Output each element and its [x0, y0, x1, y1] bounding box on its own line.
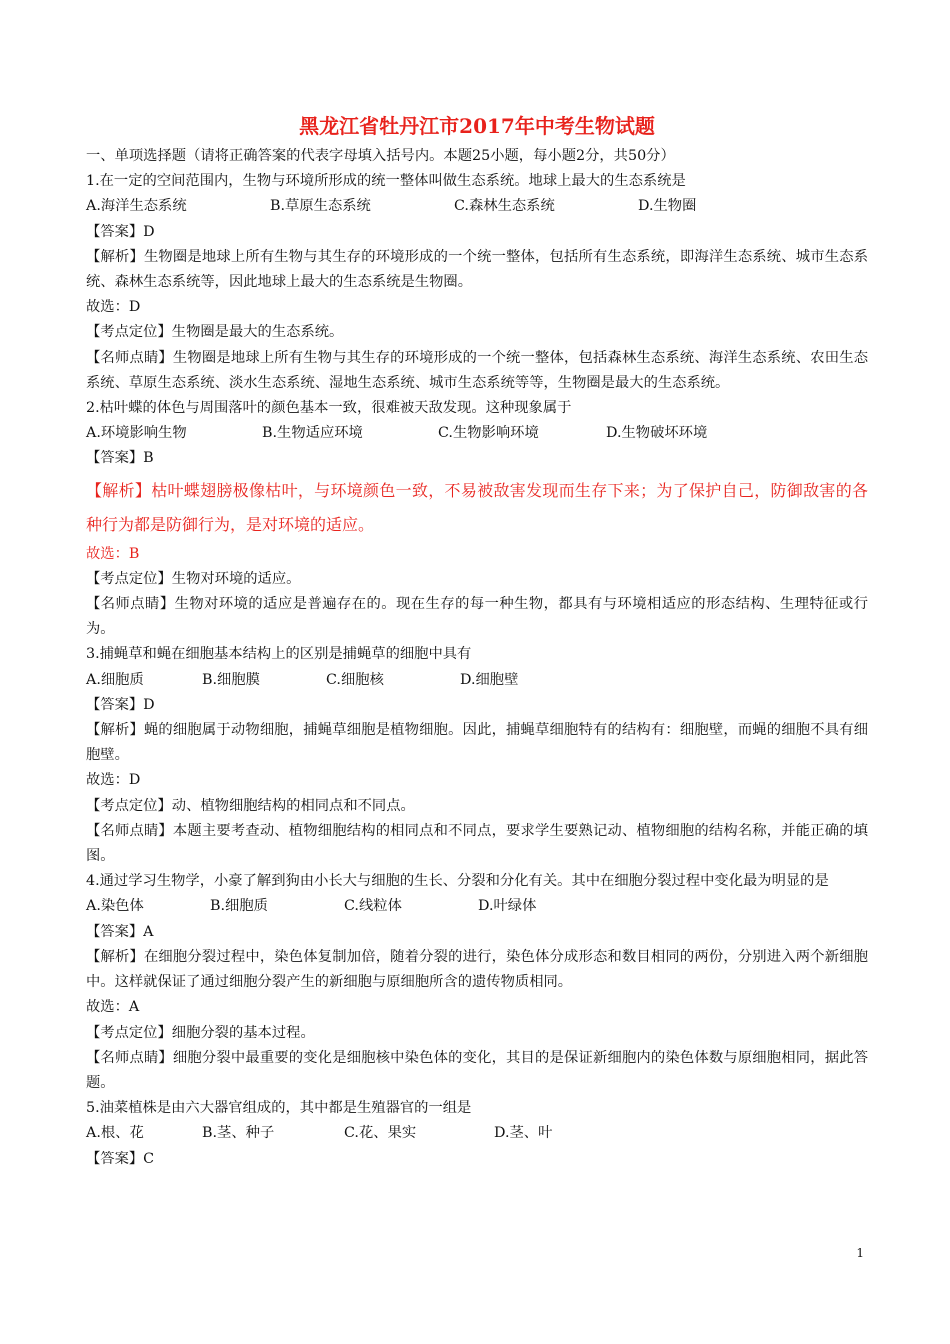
option-a: A.根、花	[86, 1125, 144, 1142]
question-2-choose: 故选：B	[86, 545, 140, 562]
question-1-point: 【考点定位】生物圈是最大的生态系统。	[86, 324, 344, 341]
option-b: B.生物适应环境	[262, 425, 363, 442]
question-5-stem: 5.油菜植株是由六大器官组成的，其中都是生殖器官的一组是	[86, 1100, 472, 1117]
question-4-stem: 4.通过学习生物学，小豪了解到狗由小长大与细胞的生长、分裂和分化有关。其中在细胞分裂过程中变化最为明显的是	[86, 873, 829, 890]
question-4-answer: 【答案】A	[86, 923, 154, 940]
section-heading: 一、单项选择题（请将正确答案的代表字母填入括号内。本题25小题，每小题2分，共50分）	[86, 148, 675, 164]
option-d: D.茎、叶	[494, 1125, 553, 1142]
question-1-options	[86, 194, 868, 219]
question-3-tip: 【名师点睛】本题主要考查动、植物细胞结构的相同点和不同点，要求学生要熟记动、植物细胞的结构名称，并能正确的填图。	[86, 822, 868, 865]
option-d: D.叶绿体	[478, 898, 537, 915]
question-5-options	[86, 1121, 868, 1146]
option-a: A.海洋生态系统	[86, 198, 187, 215]
question-1-answer: 【答案】D	[86, 223, 155, 240]
question-5-answer: 【答案】C	[86, 1150, 155, 1167]
question-1-tip: 【名师点睛】生物圈是地球上所有生物与其生存的环境形成的一个统一整体，包括森林生态系统、海洋生态系统、农田生态系统、草原生态系统、淡水生态系统、湿地生态系统、城市生态系统等等，生物圈是最大的生态系统。	[86, 349, 868, 391]
question-1-choose: 故选：D	[86, 299, 141, 316]
question-4-tip: 【名师点睛】细胞分裂中最重要的变化是细胞核中染色体的变化，其目的是保证新细胞内的染色体数与原细胞相同，据此答题。	[86, 1049, 868, 1091]
question-4-options	[86, 894, 868, 919]
question-2-point: 【考点定位】生物对环境的适应。	[86, 570, 301, 587]
question-3-options	[86, 668, 868, 693]
question-2-analysis: 【解析】枯叶蝶翅膀极像枯叶，与环境颜色一致，不易被敌害发现而生存下来；为了保护自己，防御敌害的各种行为都是防御行为，是对环境的适应。	[86, 480, 868, 534]
option-b: B.细胞质	[210, 898, 268, 915]
option-a: A.染色体	[86, 898, 144, 915]
option-d: D.细胞壁	[460, 671, 519, 688]
option-c: C.花、果实	[344, 1125, 417, 1142]
question-1-analysis: 【解析】生物圈是地球上所有生物与其生存的环境形成的一个统一整体，包括所有生态系统，即海洋生态系统、城市生态系统、森林生态系统等，因此地球上最大的生态系统是生物圈。	[86, 248, 868, 291]
question-2-answer: 【答案】B	[86, 450, 154, 467]
option-a: A.环境影响生物	[86, 425, 187, 442]
option-c: C.森林生态系统	[454, 198, 555, 215]
question-4-point: 【考点定位】细胞分裂的基本过程。	[86, 1024, 315, 1041]
question-3-point: 【考点定位】动、植物细胞结构的相同点和不同点。	[86, 797, 415, 814]
option-c: C.细胞核	[326, 671, 384, 688]
option-d: D.生物破坏环境	[606, 425, 708, 442]
question-3-answer: 【答案】D	[86, 696, 155, 713]
option-d: D.生物圈	[638, 198, 697, 215]
question-3-choose: 故选：D	[86, 772, 141, 789]
option-c: C.生物影响环境	[438, 425, 539, 442]
option-a: A.细胞质	[86, 671, 144, 688]
question-2-tip: 【名师点睛】生物对环境的适应是普遍存在的。现在生存的每一种生物，都具有与环境相适应的形态结构、生理特征或行为。	[86, 596, 868, 638]
question-3-analysis: 【解析】蝇的细胞属于动物细胞，捕蝇草细胞是植物细胞。因此，捕蝇草细胞特有的结构有：细胞壁，而蝇的细胞不具有细胞壁。	[86, 722, 868, 764]
question-2-stem: 2.枯叶蝶的体色与周围落叶的颜色基本一致，很难被天敌发现。这种现象属于	[86, 400, 572, 417]
option-b: B.茎、种子	[202, 1125, 275, 1142]
question-1-stem: 1.在一定的空间范围内，生物与环境所形成的统一整体叫做生态系统。地球上最大的生态系统是	[86, 173, 686, 190]
option-b: B.草原生态系统	[270, 198, 371, 215]
question-4-analysis: 【解析】在细胞分裂过程中，染色体复制加倍，随着分裂的进行，染色体分成形态和数目相同的两份，分别进入两个新细胞中。这样就保证了通过细胞分裂产生的新细胞与原细胞所含的遗传物质相同。	[86, 948, 868, 991]
option-b: B.细胞膜	[202, 671, 260, 688]
question-2-options	[86, 421, 868, 446]
option-c: C.线粒体	[344, 898, 402, 915]
question-4-choose: 故选：A	[86, 999, 140, 1016]
page-number: 1	[856, 1246, 864, 1260]
document-page	[86, 112, 868, 1172]
question-3-stem: 3.捕蝇草和蝇在细胞基本结构上的区别是捕蝇草的细胞中具有	[86, 646, 472, 663]
document-title: 黑龙江省牡丹江市2017年中考生物试题	[299, 114, 655, 138]
